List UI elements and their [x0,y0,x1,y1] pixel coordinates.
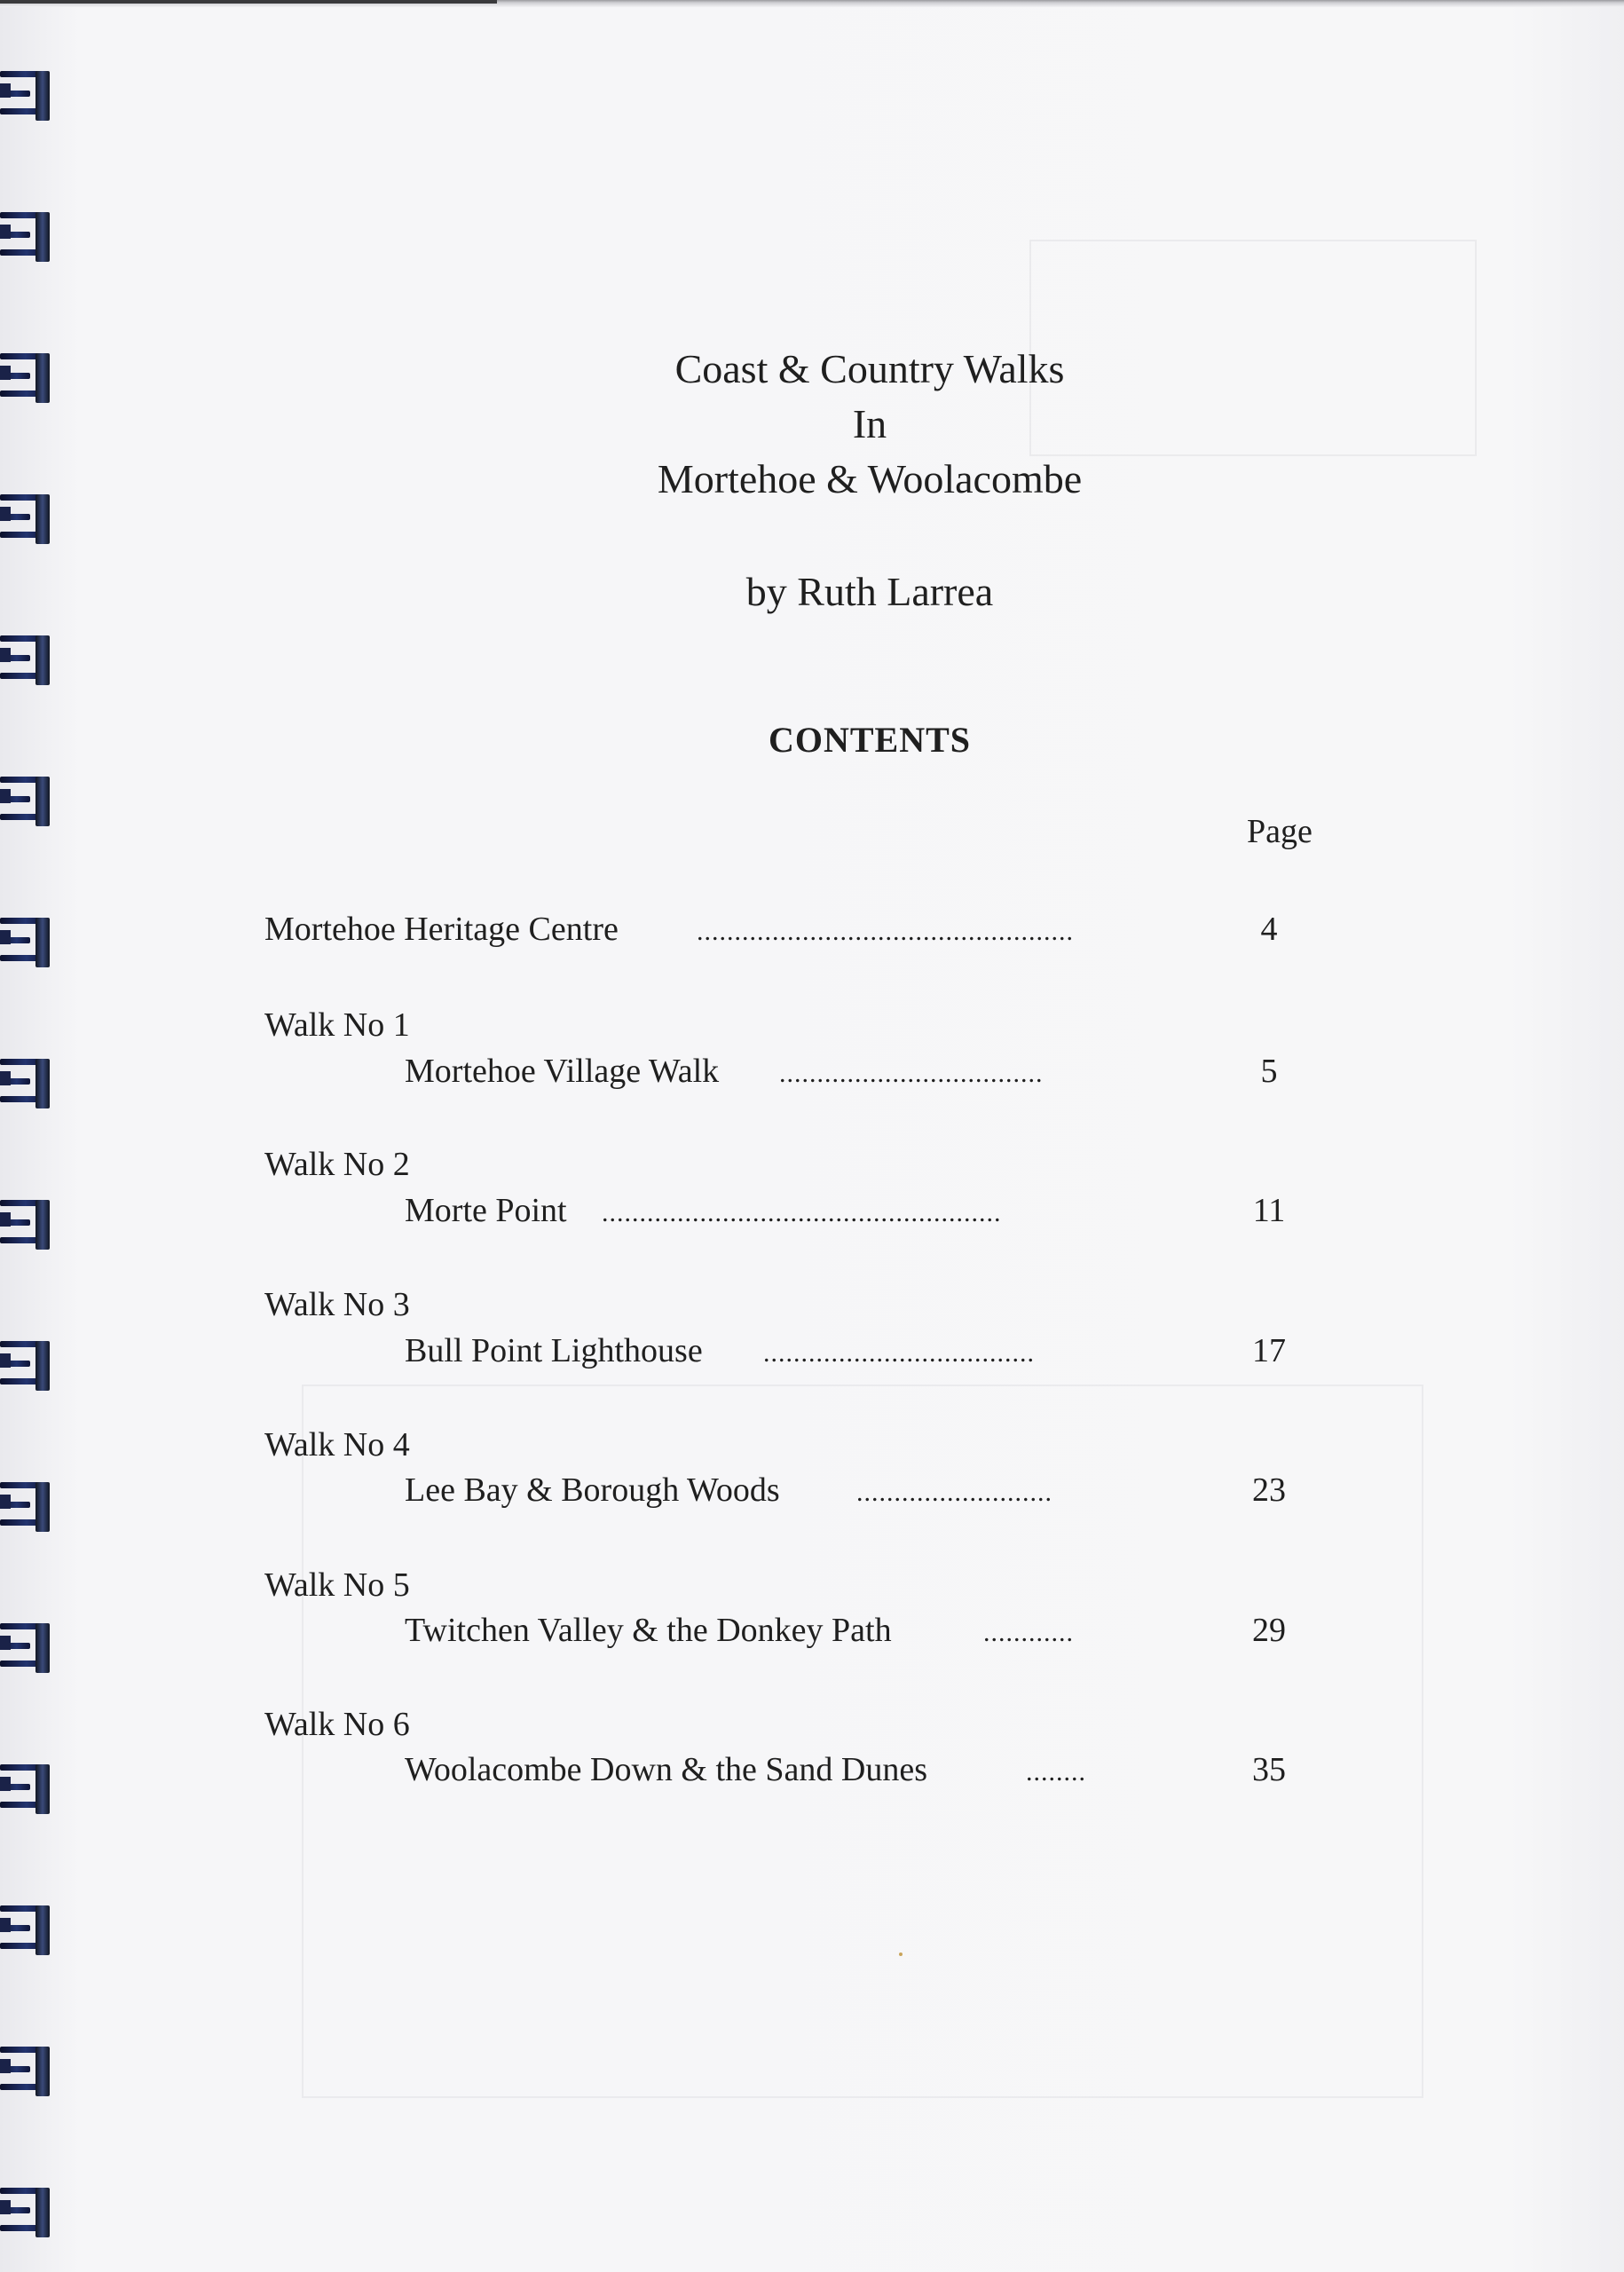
page-column-heading: Page [1247,813,1313,850]
toc-entry-label: Mortehoe Village Walk [405,1053,720,1090]
walk-heading-4: Walk No 4 [264,1426,410,1463]
toc-entry-walk-6 [0,1750,1624,1795]
toc-page-number: 17 [1252,1332,1286,1369]
toc-entry-walk-5 [0,1611,1624,1655]
toc-leader-dots: .......................... [856,1478,1052,1507]
toc-page-number: 11 [1252,1192,1286,1229]
walk-heading-6: Walk No 6 [264,1706,410,1743]
toc-page-number: 5 [1260,1053,1278,1090]
author-byline: by Ruth Larrea [745,569,994,614]
title-line-1: Coast & Country Walks [674,346,1065,391]
toc-page-number: 4 [1260,911,1278,948]
title-line-3: Mortehoe & Woolacombe [657,456,1083,501]
toc-leader-dots: ..................................................... [602,1198,1002,1227]
toc-leader-dots: ........ [1026,1757,1086,1787]
toc-page-number: 29 [1252,1612,1286,1649]
walk-heading-1: Walk No 1 [264,1006,410,1044]
toc-leader-dots: ................................... [779,1059,1044,1088]
toc-entry-walk-4 [0,1471,1624,1515]
toc-leader-dots: .................................................. [697,917,1074,946]
contents-heading: CONTENTS [768,720,972,760]
toc-entry-label: Woolacombe Down & the Sand Dunes [405,1751,927,1788]
paper-speck [899,1952,903,1956]
toc-entry-walk-1 [0,1052,1624,1096]
toc-entry-label: Morte Point [405,1192,567,1229]
toc-entry-walk-2 [0,1191,1624,1235]
walk-heading-3: Walk No 3 [264,1286,410,1323]
toc-entry-label: Lee Bay & Borough Woods [405,1471,780,1509]
toc-entry-label: Bull Point Lighthouse [405,1332,703,1369]
booklet-title [0,342,1624,507]
toc-leader-dots: .................................... [763,1338,1035,1368]
walk-heading-5: Walk No 5 [264,1566,410,1604]
toc-entry-label: Twitchen Valley & the Donkey Path [405,1612,892,1649]
toc-page-number: 23 [1252,1471,1286,1509]
title-line-2: In [852,401,887,446]
toc-entry-heritage-centre [0,910,1624,954]
walk-heading-2: Walk No 2 [264,1146,410,1183]
toc-entry-walk-3 [0,1331,1624,1376]
toc-entry-label: Mortehoe Heritage Centre [264,911,619,948]
toc-page-number: 35 [1252,1751,1286,1788]
toc-leader-dots: ............ [983,1618,1074,1647]
